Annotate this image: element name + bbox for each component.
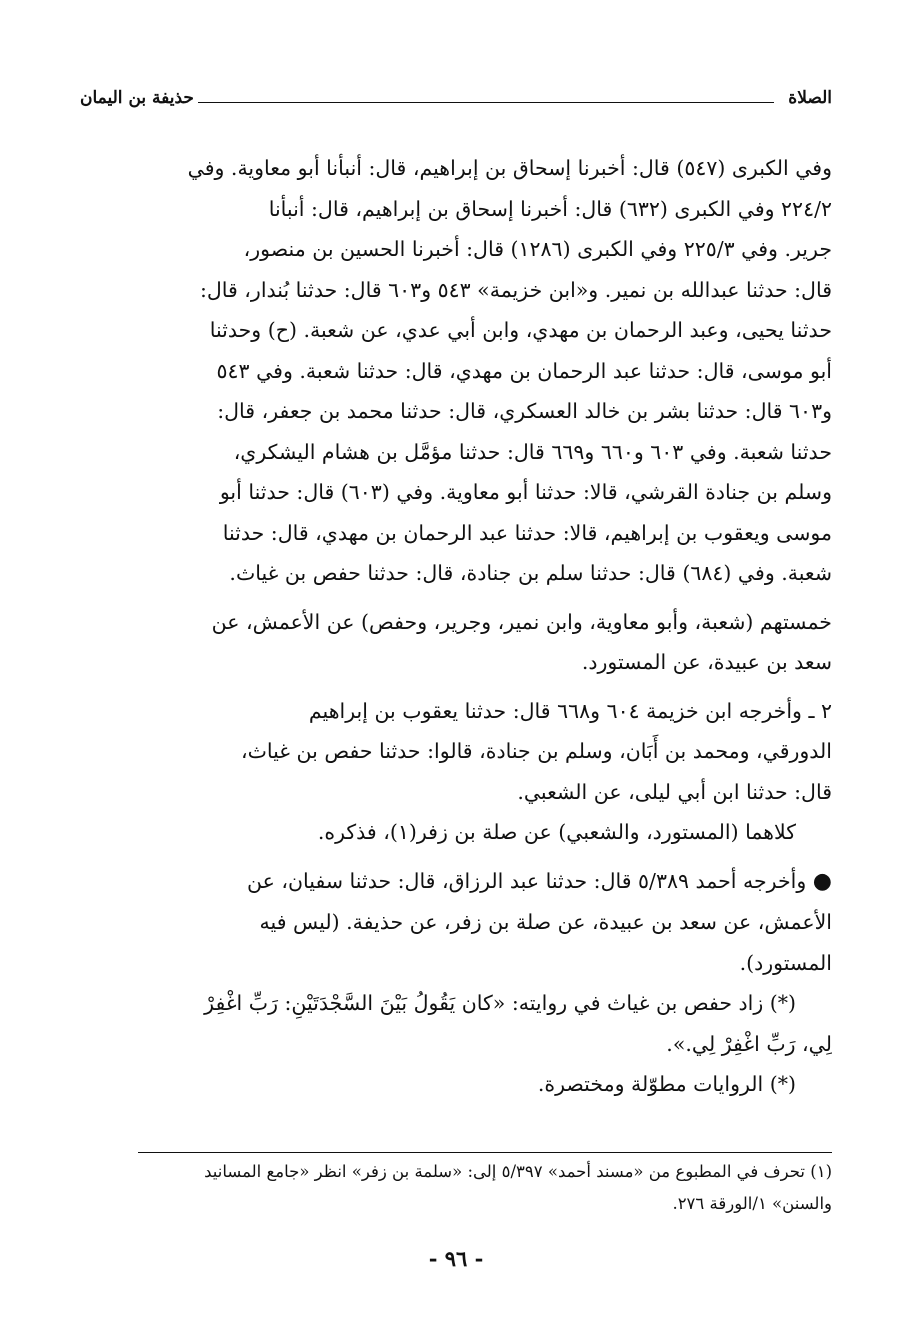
paragraph-6-continuation (80, 1024, 832, 1065)
text-line: جرير. وفي ٢٢٥/٣ وفي الكبرى (١٢٨٦) قال: أخبرنا الحسين بن منصور، (243, 237, 832, 261)
footnote-line: (١) تحرف في المطبوع من «مسند أحمد» ٥/٣٩٧ إلى: «سلمة بن زفر» انظر «جامع المسانيد (204, 1162, 832, 1181)
text-line: (*) زاد حفص بن غياث في روايته: «كان يَقُولُ بَيْنَ السَّجْدَتَيْنِ: رَبِّ اغْفِرْ (204, 991, 796, 1015)
paragraph-gap (80, 853, 832, 861)
page-number: - ٩٦ - (428, 1246, 484, 1271)
footnote-line: والسنن» ١/الورقة ٢٧٦. (672, 1194, 832, 1213)
text-line: سعد بن عبيدة، عن المستورد. (581, 650, 832, 674)
text-line: أبو موسى، قال: حدثنا عبد الرحمان بن مهدي، قال: حدثنا شعبة. وفي ٥٤٣ (216, 358, 832, 383)
text-line: شعبة. وفي (٦٨٤) قال: حدثنا سلم بن جنادة، قال: حدثنا حفص بن غياث. (229, 561, 832, 585)
text-line: الأعمش، عن سعد بن عبيدة، عن صلة بن زفر، عن حذيفة. (ليس فيه (259, 910, 832, 934)
bullet-icon: ● (812, 868, 832, 894)
text-line: ٢٢٤/٢ وفي الكبرى (٦٣٢) قال: أخبرنا إسحاق بن إبراهيم، قال: أنبأنا (268, 196, 832, 221)
paragraph-gap (80, 594, 832, 602)
paragraph-7 (80, 1064, 832, 1105)
paragraph-5 (80, 861, 832, 984)
header-author-title: حذيفة بن اليمان (80, 88, 194, 108)
paragraph-2 (80, 602, 832, 683)
paragraph-6 (80, 983, 832, 1024)
text-line: لِي، رَبِّ اغْفِرْ لِي.». (666, 1031, 832, 1056)
text-line: (*) الروايات مطوّلة ومختصرة. (537, 1072, 796, 1096)
text-segment: وأخرجه أحمد ٥/٣٨٩ قال: حدثنا عبد الرزاق، قال: حدثنا سفيان، عن (247, 868, 807, 893)
text-line: قال: حدثنا ابن أبي ليلى، عن الشعبي. (517, 779, 832, 804)
header-rule (198, 102, 774, 103)
text-line: وسلم بن جنادة القرشي، قالا: حدثنا أبو معاوية. وفي (٦٠٣) قال: حدثنا أبو (219, 480, 832, 504)
paragraph-1 (80, 148, 832, 594)
text-line: قال: حدثنا عبدالله بن نمير. و«ابن خزيمة» ٥٤٣ و٦٠٣ قال: حدثنا بُندار، قال: (199, 277, 832, 302)
text-line (80, 861, 832, 903)
text-line: حدثنا شعبة. وفي ٦٠٣ و٦٦٠ و٦٦٩ قال: حدثنا مؤمَّل بن هشام اليشكري، (233, 439, 832, 464)
text-line: حدثنا يحيى، وعبد الرحمان بن مهدي، وابن أبي عدي، عن شعبة. (ح) وحدثنا (209, 318, 832, 342)
footnote-rule (138, 1152, 832, 1153)
text-line: خمستهم (شعبة، وأبو معاوية، وابن نمير، وجرير، وحفص) عن الأعمش، عن (211, 609, 832, 634)
paragraph-4 (80, 812, 832, 853)
text-line: كلاهما (المستورد، والشعبي) عن صلة بن زفر(١)، فذكره. (317, 820, 796, 844)
text-line: المستورد). (739, 950, 832, 975)
text-line: و٦٠٣ قال: حدثنا بشر بن خالد العسكري، قال: حدثنا محمد بن جعفر، قال: (217, 399, 832, 423)
text-line: الدورقي، ومحمد بن أَبَان، وسلم بن جنادة، قالوا: حدثنا حفص بن غياث، (240, 739, 832, 763)
main-text (80, 148, 832, 1105)
footnotes (80, 1156, 832, 1220)
text-line: وفي الكبرى (٥٤٧) قال: أخبرنا إسحاق بن إبراهيم، قال: أنبأنا أبو معاوية. وفي (187, 156, 832, 180)
text-line: موسى ويعقوب بن إبراهيم، قالا: حدثنا عبد الرحمان بن مهدي، قال: حدثنا (222, 520, 832, 545)
paragraph-gap (80, 683, 832, 691)
header-section-title: الصلاة (788, 88, 832, 108)
text-line: ٢ ـ وأخرجه ابن خزيمة ٦٠٤ و٦٦٨ قال: حدثنا يعقوب بن إبراهيم (308, 698, 832, 723)
paragraph-3 (80, 691, 832, 813)
